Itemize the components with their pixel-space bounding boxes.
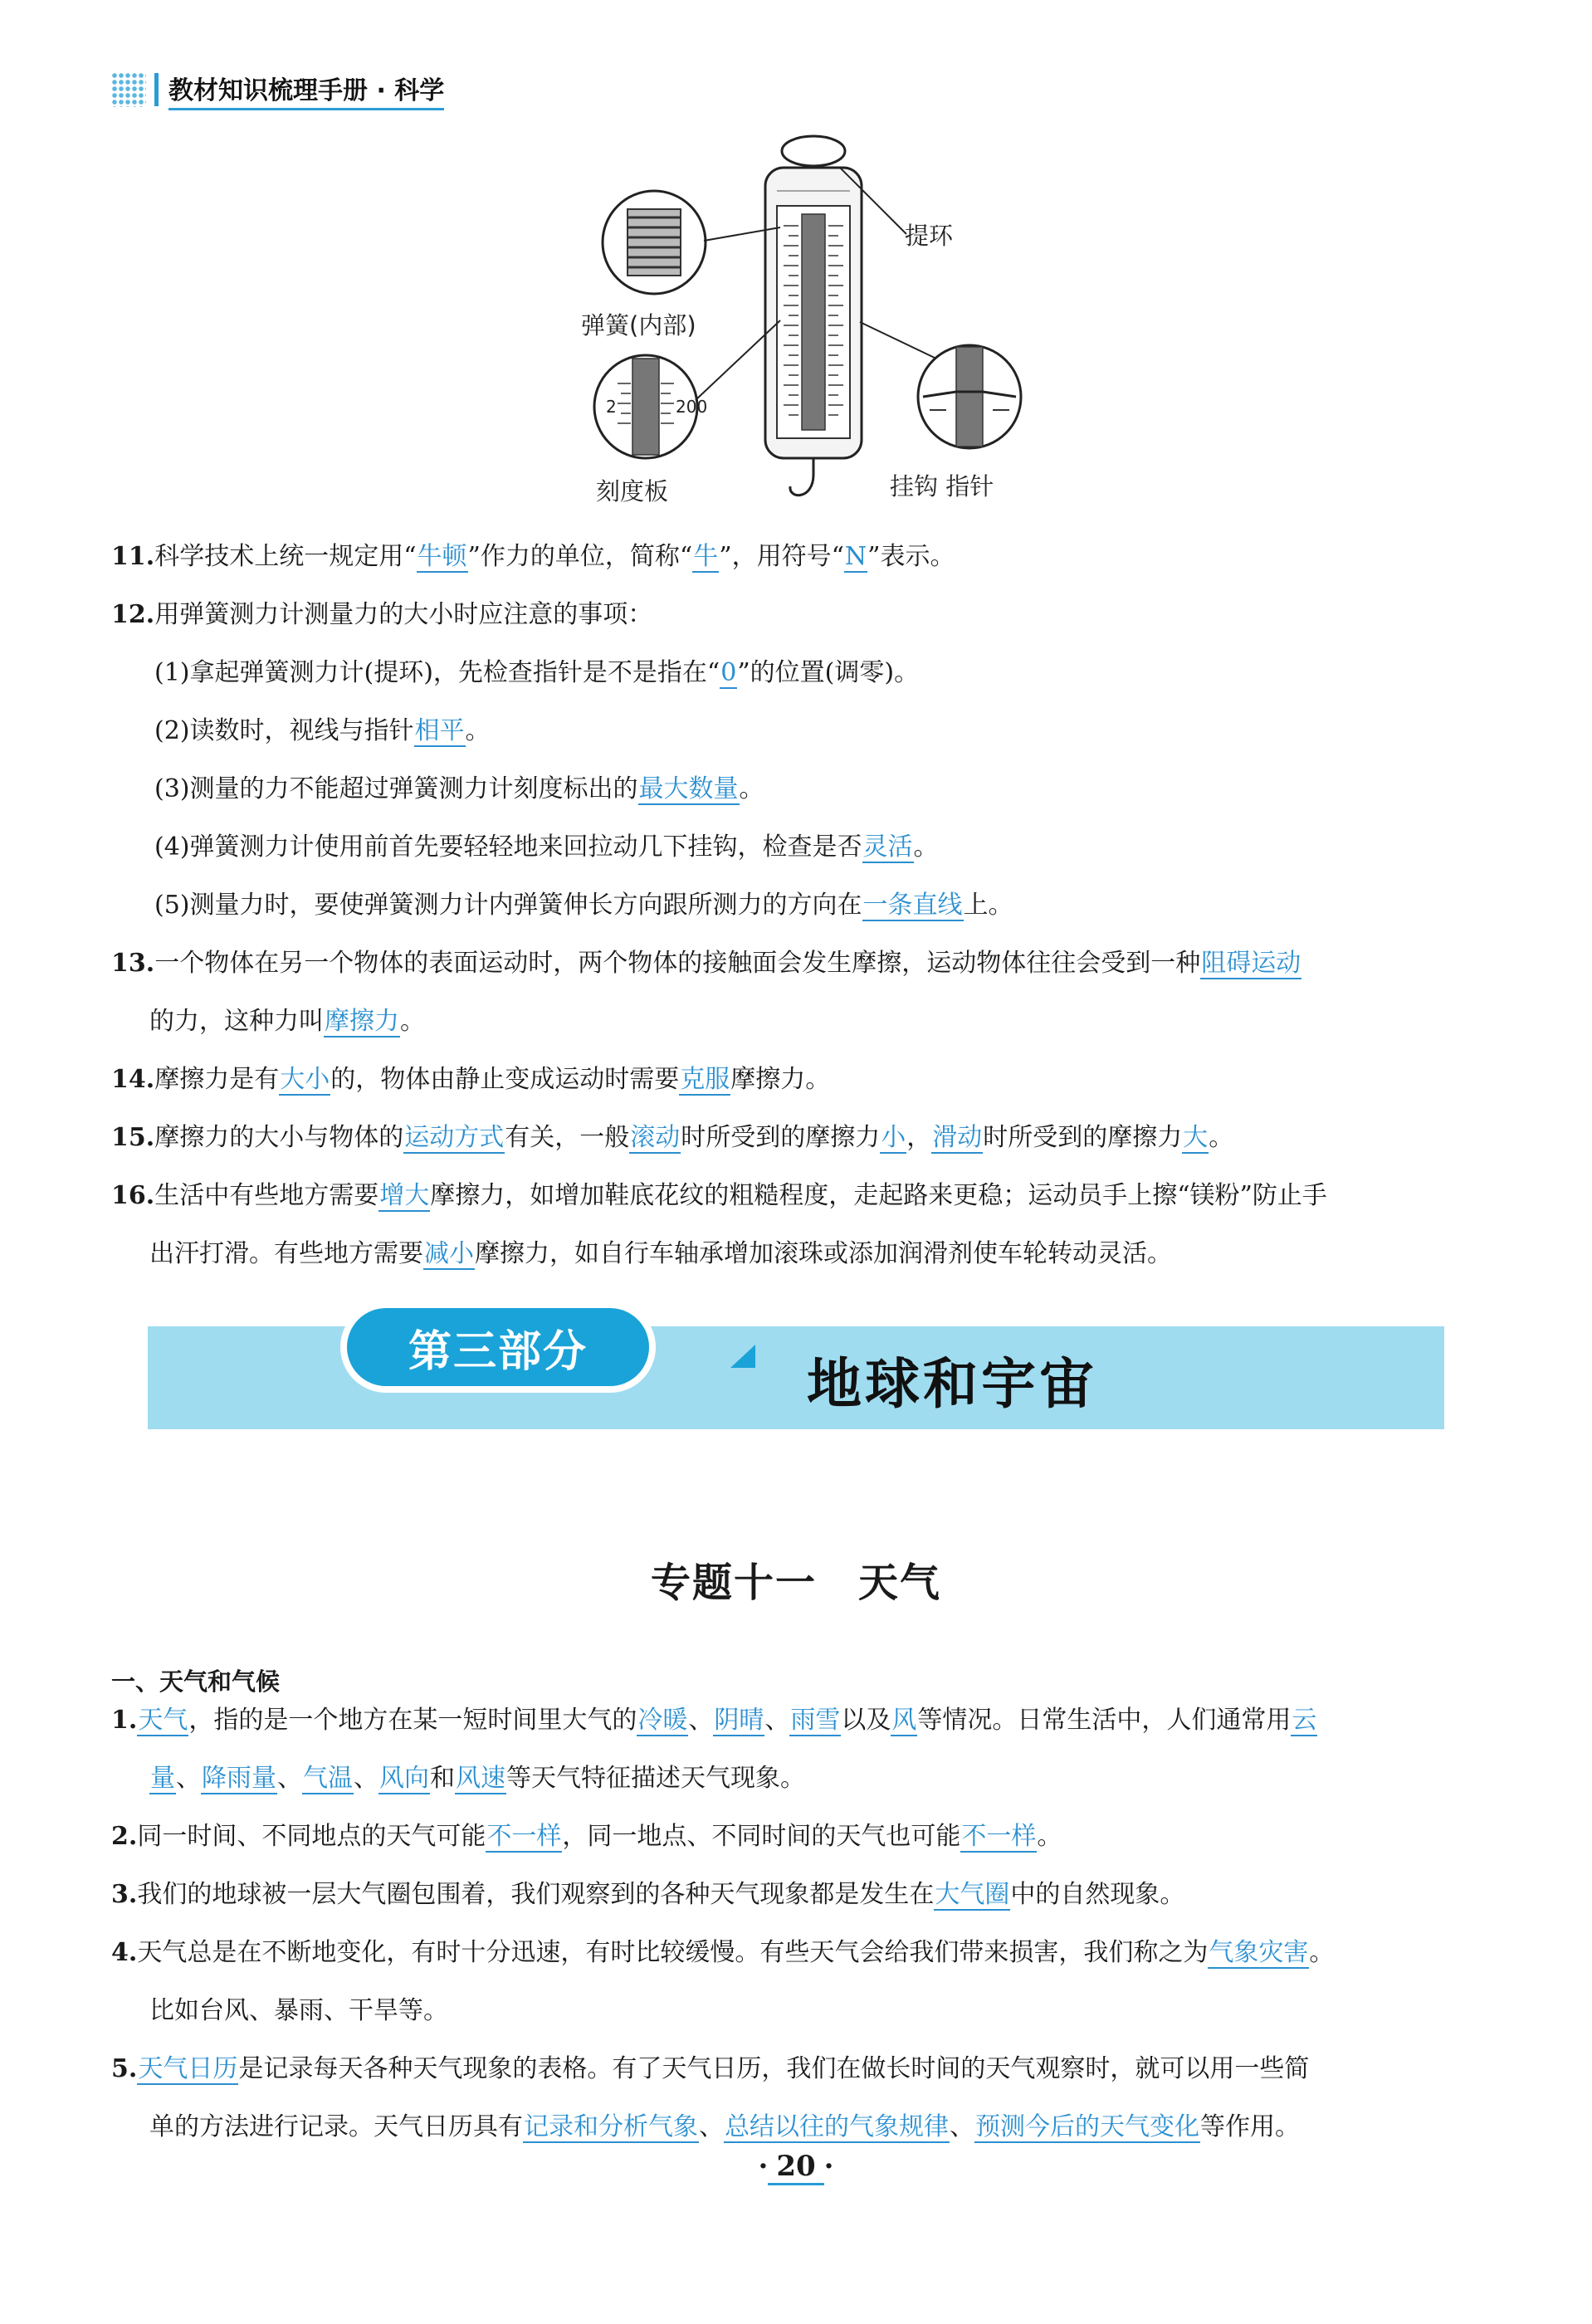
answer-fill: 天气 xyxy=(138,1706,188,1735)
text-segment: ”表示。 xyxy=(867,542,955,571)
text-segment: 时所受到的摩擦力 xyxy=(983,1123,1183,1152)
text-line xyxy=(111,1924,1481,1982)
text-segment: 摩擦力，如自行车轴承增加滚珠或添加润滑剂使车轮转动灵活。 xyxy=(475,1239,1172,1268)
answer-fill: 运动方式 xyxy=(404,1123,505,1152)
text-line xyxy=(111,1866,1481,1924)
page-number-value: 20 xyxy=(768,2150,823,2185)
label-spring: 弹簧(内部) xyxy=(581,311,696,339)
text-segment: 摩擦力是有 xyxy=(154,1065,280,1094)
text-line xyxy=(111,2098,1481,2156)
text-segment: 中的自然现象。 xyxy=(1010,1880,1185,1909)
text-line xyxy=(111,586,1481,644)
text-line xyxy=(111,528,1481,586)
text-line xyxy=(111,935,1481,993)
answer-fill: 滑动 xyxy=(932,1123,983,1152)
text-segment: 、 xyxy=(764,1706,790,1735)
text-segment: (5)测量力时，要使弹簧测力计内弹簧伸长方向跟所测力的方向在 xyxy=(154,891,862,920)
text-line xyxy=(111,1808,1481,1866)
chapter-title: 专题十一 天气 xyxy=(650,1560,941,1606)
answer-fill: 克服 xyxy=(680,1065,730,1094)
text-segment: 、 xyxy=(354,1764,378,1793)
banner-speech-tail xyxy=(730,1345,755,1368)
text-segment: ，同一地点、不同时间的天气也可能 xyxy=(562,1822,961,1851)
answer-fill: 增大 xyxy=(379,1181,430,1210)
text-segment: (1)拿起弹簧测力计(提环)，先检查指针是不是指在“ xyxy=(154,658,720,687)
text-segment: 、 xyxy=(699,2112,724,2141)
answer-fill: 减小 xyxy=(424,1239,474,1268)
answer-fill: 摩擦力 xyxy=(325,1007,399,1036)
item-number: 3. xyxy=(111,1880,138,1909)
text-segment: 的，物体由静止变成运动时需要 xyxy=(330,1065,680,1094)
text-segment: 用弹簧测力计测量力的大小时应注意的事项： xyxy=(154,600,653,629)
answer-fill: 风 xyxy=(891,1706,917,1735)
answer-fill: 风速 xyxy=(456,1764,505,1793)
text-segment: 出汗打滑。有些地方需要 xyxy=(149,1239,423,1268)
text-segment: 单的方法进行记录。天气日历具有 xyxy=(149,2112,523,2141)
text-segment: 、 xyxy=(688,1706,714,1735)
answer-fill: 牛 xyxy=(693,542,719,571)
scale-number-right: 200 xyxy=(676,397,708,417)
text-segment: 我们的地球被一层大气圈包围着，我们观察到的各种天气现象都是发生在 xyxy=(137,1880,935,1909)
answer-fill: 风向 xyxy=(379,1764,429,1793)
text-line xyxy=(111,1750,1481,1808)
text-segment: 摩擦力，如增加鞋底花纹的粗糙程度，走起路来更稳；运动员手上擦“镁粉”防止手 xyxy=(430,1181,1327,1210)
text-segment: 。 xyxy=(400,1007,425,1036)
header-title: 教材知识梳理手册 · 科学 xyxy=(168,70,444,110)
text-line xyxy=(111,1051,1481,1109)
label-hook-pointer: 挂钩 指针 xyxy=(890,472,994,500)
dot-grid-icon xyxy=(111,72,146,107)
item-number: 1. xyxy=(111,1706,138,1735)
answer-fill: 不一样 xyxy=(961,1822,1037,1851)
item-number: 4. xyxy=(111,1938,138,1967)
text-segment: 等情况。日常生活中，人们通常用 xyxy=(917,1706,1292,1735)
text-segment: 有关，一般 xyxy=(505,1123,630,1152)
text-line xyxy=(111,1982,1481,2040)
answer-fill: 阴晴 xyxy=(714,1706,764,1735)
text-segment: 同一时间、不同地点的天气可能 xyxy=(137,1822,486,1851)
answer-fill: 天气日历 xyxy=(138,2054,238,2083)
header-accent-bar xyxy=(154,73,159,106)
text-segment: 等作用。 xyxy=(1200,2112,1300,2141)
answer-fill: 预测今后的天气变化 xyxy=(975,2112,1199,2141)
label-ring: 提环 xyxy=(905,222,954,250)
text-line xyxy=(111,2040,1481,2098)
running-header xyxy=(111,70,444,110)
answer-fill: N xyxy=(844,542,867,571)
text-segment: 。 xyxy=(1309,1938,1335,1967)
answer-fill: 云 xyxy=(1292,1706,1317,1735)
text-segment: ”作力的单位，简称“ xyxy=(467,542,693,571)
text-segment: 一个物体在另一个物体的表面运动时，两个物体的接触面会发生摩擦，运动物体往往会受到一种 xyxy=(154,949,1201,978)
item-number: 5. xyxy=(111,2054,138,2083)
answer-fill: 滚动 xyxy=(630,1123,681,1152)
text-segment: ”，用符号“ xyxy=(719,542,844,571)
items-force xyxy=(111,528,1481,1275)
answer-fill: 0 xyxy=(720,658,737,687)
text-segment: 。 xyxy=(1037,1822,1062,1851)
answer-fill: 冷暖 xyxy=(637,1706,688,1735)
label-scale: 刻度板 xyxy=(596,477,669,505)
text-line xyxy=(111,702,1481,760)
text-line xyxy=(111,760,1481,818)
text-segment: 、 xyxy=(176,1764,201,1793)
answer-fill: 最大数量 xyxy=(638,774,739,803)
answer-fill: 大气圈 xyxy=(935,1880,1010,1909)
scale-number-left: 2 xyxy=(606,397,617,417)
item-number: 14. xyxy=(111,1065,155,1094)
text-segment: ”的位置(调零)。 xyxy=(737,658,920,687)
item-number: 16. xyxy=(111,1181,155,1210)
text-line xyxy=(111,993,1481,1051)
text-line xyxy=(111,1167,1481,1225)
item-number: 2. xyxy=(111,1822,138,1851)
text-line xyxy=(111,876,1481,935)
text-segment: ， xyxy=(906,1123,932,1152)
text-segment: (4)弹簧测力计使用前首先要轻轻地来回拉动几下挂钩，检查是否 xyxy=(154,832,862,862)
text-segment: 是记录每天各种天气现象的表格。有了天气日历，我们在做长时间的天气观察时，就可以用一些简 xyxy=(238,2054,1310,2083)
text-segment: 上。 xyxy=(963,891,1013,920)
text-segment: 、 xyxy=(950,2112,974,2141)
answer-fill: 相平 xyxy=(414,716,465,745)
text-segment: 以及 xyxy=(841,1706,891,1735)
answer-fill: 小 xyxy=(881,1123,906,1152)
text-segment: 的力，这种力叫 xyxy=(149,1007,324,1036)
text-segment: 天气总是在不断地变化，有时十分迅速，有时比较缓慢。有些天气会给我们带来损害，我们称之为 xyxy=(137,1938,1209,1967)
text-segment: 。 xyxy=(1209,1123,1234,1152)
text-segment: 等天气特征描述天气现象。 xyxy=(506,1764,805,1793)
answer-fill: 一条直线 xyxy=(862,891,963,920)
answer-fill: 大小 xyxy=(280,1065,330,1094)
text-segment: 生活中有些地方需要 xyxy=(154,1181,379,1210)
answer-fill: 雨雪 xyxy=(790,1706,841,1735)
text-segment: ，指的是一个地方在某一短时间里大气的 xyxy=(188,1706,637,1735)
answer-fill: 气温 xyxy=(303,1764,353,1793)
part-label: 第三部分 xyxy=(408,1326,588,1377)
section-heading: 一、天气和气候 xyxy=(111,1667,281,1696)
answer-fill: 灵活 xyxy=(862,832,913,862)
item-number: 13. xyxy=(111,949,155,978)
part-badge xyxy=(340,1301,656,1393)
spring-balance-figure xyxy=(581,134,1046,516)
text-segment: 摩擦力的大小与物体的 xyxy=(154,1123,404,1152)
answer-fill: 气象灾害 xyxy=(1209,1938,1309,1967)
answer-fill: 不一样 xyxy=(486,1822,562,1851)
answer-fill: 记录和分析气象 xyxy=(524,2112,698,2141)
text-line xyxy=(111,1109,1481,1167)
answer-fill: 总结以往的气象规律 xyxy=(725,2112,949,2141)
text-segment: 和 xyxy=(430,1764,455,1793)
text-segment: 比如台风、暴雨、干旱等。 xyxy=(149,1996,448,2025)
item-number: 15. xyxy=(111,1123,155,1152)
items-weather xyxy=(111,1692,1481,2156)
text-line xyxy=(111,818,1481,876)
page-number: · 20 · xyxy=(0,2150,1592,2183)
text-segment: 。 xyxy=(739,774,764,803)
answer-fill: 量 xyxy=(150,1764,175,1793)
text-segment: 。 xyxy=(913,832,939,862)
text-line xyxy=(111,1225,1481,1283)
item-number: 12. xyxy=(111,600,155,629)
text-segment: 。 xyxy=(465,716,491,745)
text-segment: 、 xyxy=(277,1764,302,1793)
answer-fill: 牛顿 xyxy=(417,542,467,571)
text-segment: 科学技术上统一规定用“ xyxy=(154,542,417,571)
text-segment: 摩擦力。 xyxy=(730,1065,831,1094)
answer-fill: 降雨量 xyxy=(202,1764,276,1793)
answer-fill: 大 xyxy=(1183,1123,1209,1152)
text-segment: 时所受到的摩擦力 xyxy=(681,1123,881,1152)
text-line xyxy=(111,644,1481,702)
item-number: 11. xyxy=(111,542,155,571)
part-title: 地球和宇宙 xyxy=(807,1352,1097,1416)
text-segment: (2)读数时，视线与指针 xyxy=(154,716,414,745)
text-segment: (3)测量的力不能超过弹簧测力计刻度标出的 xyxy=(154,774,638,803)
answer-fill: 阻碍运动 xyxy=(1201,949,1301,978)
text-line xyxy=(111,1692,1481,1750)
